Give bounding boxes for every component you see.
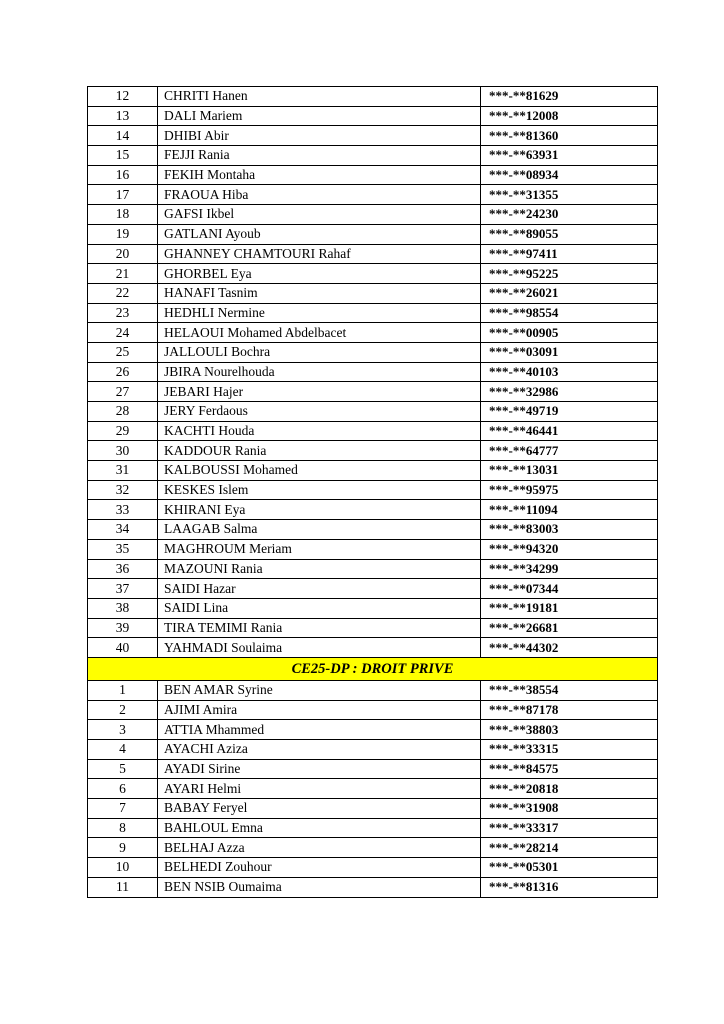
student-id: ***-**32986 <box>481 382 658 402</box>
student-name: HANAFI Tasnim <box>158 283 481 303</box>
student-name: DHIBI Abir <box>158 126 481 146</box>
table-row <box>88 700 658 720</box>
row-number: 37 <box>88 579 158 599</box>
student-name: HEDHLI Nermine <box>158 303 481 323</box>
student-name: JBIRA Nourelhouda <box>158 362 481 382</box>
student-name: HELAOUI Mohamed Abdelbacet <box>158 323 481 343</box>
student-name: MAZOUNI Rania <box>158 559 481 579</box>
row-number: 6 <box>88 779 158 799</box>
student-id: ***-**05301 <box>481 858 658 878</box>
student-name: SAIDI Hazar <box>158 579 481 599</box>
row-number: 20 <box>88 244 158 264</box>
table-row <box>88 680 658 700</box>
table-row <box>88 146 658 166</box>
student-id: ***-**64777 <box>481 441 658 461</box>
row-number: 13 <box>88 106 158 126</box>
table-row <box>88 264 658 284</box>
table-row <box>88 165 658 185</box>
student-name: BELHAJ Azza <box>158 838 481 858</box>
table-row <box>88 559 658 579</box>
row-number: 11 <box>88 877 158 897</box>
table-row <box>88 799 658 819</box>
table-row <box>88 598 658 618</box>
student-name: KADDOUR Rania <box>158 441 481 461</box>
student-name: DALI Mariem <box>158 106 481 126</box>
student-id: ***-**98554 <box>481 303 658 323</box>
student-id: ***-**83003 <box>481 520 658 540</box>
student-id: ***-**81316 <box>481 877 658 897</box>
table-row <box>88 402 658 422</box>
student-name: LAAGAB Salma <box>158 520 481 540</box>
row-number: 32 <box>88 480 158 500</box>
row-number: 3 <box>88 720 158 740</box>
table-row <box>88 520 658 540</box>
student-id: ***-**28214 <box>481 838 658 858</box>
student-name: BABAY Feryel <box>158 799 481 819</box>
student-name: FRAOUA Hiba <box>158 185 481 205</box>
student-id: ***-**33317 <box>481 818 658 838</box>
table-row <box>88 382 658 402</box>
row-number: 34 <box>88 520 158 540</box>
student-name: BELHEDI Zouhour <box>158 858 481 878</box>
row-number: 10 <box>88 858 158 878</box>
student-id: ***-**87178 <box>481 700 658 720</box>
row-number: 8 <box>88 818 158 838</box>
row-number: 39 <box>88 618 158 638</box>
student-name: JALLOULI Bochra <box>158 342 481 362</box>
row-number: 7 <box>88 799 158 819</box>
row-number: 17 <box>88 185 158 205</box>
table-row <box>88 126 658 146</box>
section-header-row <box>88 657 658 680</box>
table-row <box>88 87 658 107</box>
student-id: ***-**31355 <box>481 185 658 205</box>
student-name: ATTIA Mhammed <box>158 720 481 740</box>
student-id: ***-**12008 <box>481 106 658 126</box>
row-number: 23 <box>88 303 158 323</box>
student-id: ***-**31908 <box>481 799 658 819</box>
student-name: AYACHI Aziza <box>158 740 481 760</box>
student-id: ***-**89055 <box>481 224 658 244</box>
student-id: ***-**81360 <box>481 126 658 146</box>
table-body <box>88 87 658 898</box>
student-name: AJIMI Amira <box>158 700 481 720</box>
student-name: SAIDI Lina <box>158 598 481 618</box>
table-row <box>88 740 658 760</box>
row-number: 38 <box>88 598 158 618</box>
student-id: ***-**13031 <box>481 461 658 481</box>
row-number: 1 <box>88 680 158 700</box>
student-id: ***-**11094 <box>481 500 658 520</box>
table-row <box>88 244 658 264</box>
row-number: 30 <box>88 441 158 461</box>
row-number: 4 <box>88 740 158 760</box>
row-number: 36 <box>88 559 158 579</box>
student-name: BEN AMAR Syrine <box>158 680 481 700</box>
student-id: ***-**44302 <box>481 638 658 658</box>
student-name: BAHLOUL Emna <box>158 818 481 838</box>
table-row <box>88 618 658 638</box>
table-row <box>88 759 658 779</box>
row-number: 22 <box>88 283 158 303</box>
student-name: KACHTI Houda <box>158 421 481 441</box>
student-id: ***-**34299 <box>481 559 658 579</box>
student-id: ***-**38803 <box>481 720 658 740</box>
student-id: ***-**07344 <box>481 579 658 599</box>
table-row <box>88 362 658 382</box>
student-id: ***-**03091 <box>481 342 658 362</box>
table-row <box>88 779 658 799</box>
student-name: BEN NSIB Oumaima <box>158 877 481 897</box>
table-row <box>88 421 658 441</box>
row-number: 24 <box>88 323 158 343</box>
student-id: ***-**84575 <box>481 759 658 779</box>
row-number: 40 <box>88 638 158 658</box>
student-id: ***-**26021 <box>481 283 658 303</box>
table-row <box>88 838 658 858</box>
row-number: 14 <box>88 126 158 146</box>
student-name: KHIRANI Eya <box>158 500 481 520</box>
student-id: ***-**94320 <box>481 539 658 559</box>
row-number: 5 <box>88 759 158 779</box>
table-row <box>88 877 658 897</box>
row-number: 29 <box>88 421 158 441</box>
student-name: AYADI Sirine <box>158 759 481 779</box>
student-id: ***-**95225 <box>481 264 658 284</box>
student-name: TIRA TEMIMI Rania <box>158 618 481 638</box>
table-row <box>88 480 658 500</box>
row-number: 26 <box>88 362 158 382</box>
student-id: ***-**95975 <box>481 480 658 500</box>
row-number: 9 <box>88 838 158 858</box>
student-id: ***-**26681 <box>481 618 658 638</box>
row-number: 27 <box>88 382 158 402</box>
section-title: CE25-DP : DROIT PRIVE <box>88 657 658 680</box>
row-number: 16 <box>88 165 158 185</box>
student-id: ***-**33315 <box>481 740 658 760</box>
student-id: ***-**19181 <box>481 598 658 618</box>
table-row <box>88 500 658 520</box>
row-number: 12 <box>88 87 158 107</box>
student-name: KALBOUSSI Mohamed <box>158 461 481 481</box>
row-number: 31 <box>88 461 158 481</box>
row-number: 25 <box>88 342 158 362</box>
student-id: ***-**97411 <box>481 244 658 264</box>
student-list-table <box>87 86 658 898</box>
student-name: GHANNEY CHAMTOURI Rahaf <box>158 244 481 264</box>
table-row <box>88 323 658 343</box>
table-row <box>88 720 658 740</box>
row-number: 18 <box>88 205 158 225</box>
student-id: ***-**46441 <box>481 421 658 441</box>
table-row <box>88 224 658 244</box>
table-row <box>88 579 658 599</box>
student-id: ***-**08934 <box>481 165 658 185</box>
table-row <box>88 638 658 658</box>
row-number: 28 <box>88 402 158 422</box>
table-row <box>88 858 658 878</box>
table-row <box>88 185 658 205</box>
student-name: GHORBEL Eya <box>158 264 481 284</box>
row-number: 2 <box>88 700 158 720</box>
table-row <box>88 461 658 481</box>
student-id: ***-**38554 <box>481 680 658 700</box>
table-row <box>88 205 658 225</box>
table-row <box>88 342 658 362</box>
student-name: FEKIH Montaha <box>158 165 481 185</box>
student-name: YAHMADI Soulaima <box>158 638 481 658</box>
student-name: JEBARI Hajer <box>158 382 481 402</box>
student-name: MAGHROUM Meriam <box>158 539 481 559</box>
table-row <box>88 818 658 838</box>
row-number: 19 <box>88 224 158 244</box>
table-row <box>88 303 658 323</box>
student-name: KESKES Islem <box>158 480 481 500</box>
student-name: FEJJI Rania <box>158 146 481 166</box>
student-id: ***-**63931 <box>481 146 658 166</box>
student-id: ***-**49719 <box>481 402 658 422</box>
student-name: GATLANI Ayoub <box>158 224 481 244</box>
student-name: CHRITI Hanen <box>158 87 481 107</box>
table-row <box>88 539 658 559</box>
row-number: 33 <box>88 500 158 520</box>
student-id: ***-**20818 <box>481 779 658 799</box>
student-name: AYARI Helmi <box>158 779 481 799</box>
table-row <box>88 283 658 303</box>
student-id: ***-**00905 <box>481 323 658 343</box>
row-number: 35 <box>88 539 158 559</box>
table-row <box>88 106 658 126</box>
table-row <box>88 441 658 461</box>
student-id: ***-**40103 <box>481 362 658 382</box>
row-number: 21 <box>88 264 158 284</box>
student-id: ***-**24230 <box>481 205 658 225</box>
row-number: 15 <box>88 146 158 166</box>
student-name: JERY Ferdaous <box>158 402 481 422</box>
student-id: ***-**81629 <box>481 87 658 107</box>
student-name: GAFSI Ikbel <box>158 205 481 225</box>
